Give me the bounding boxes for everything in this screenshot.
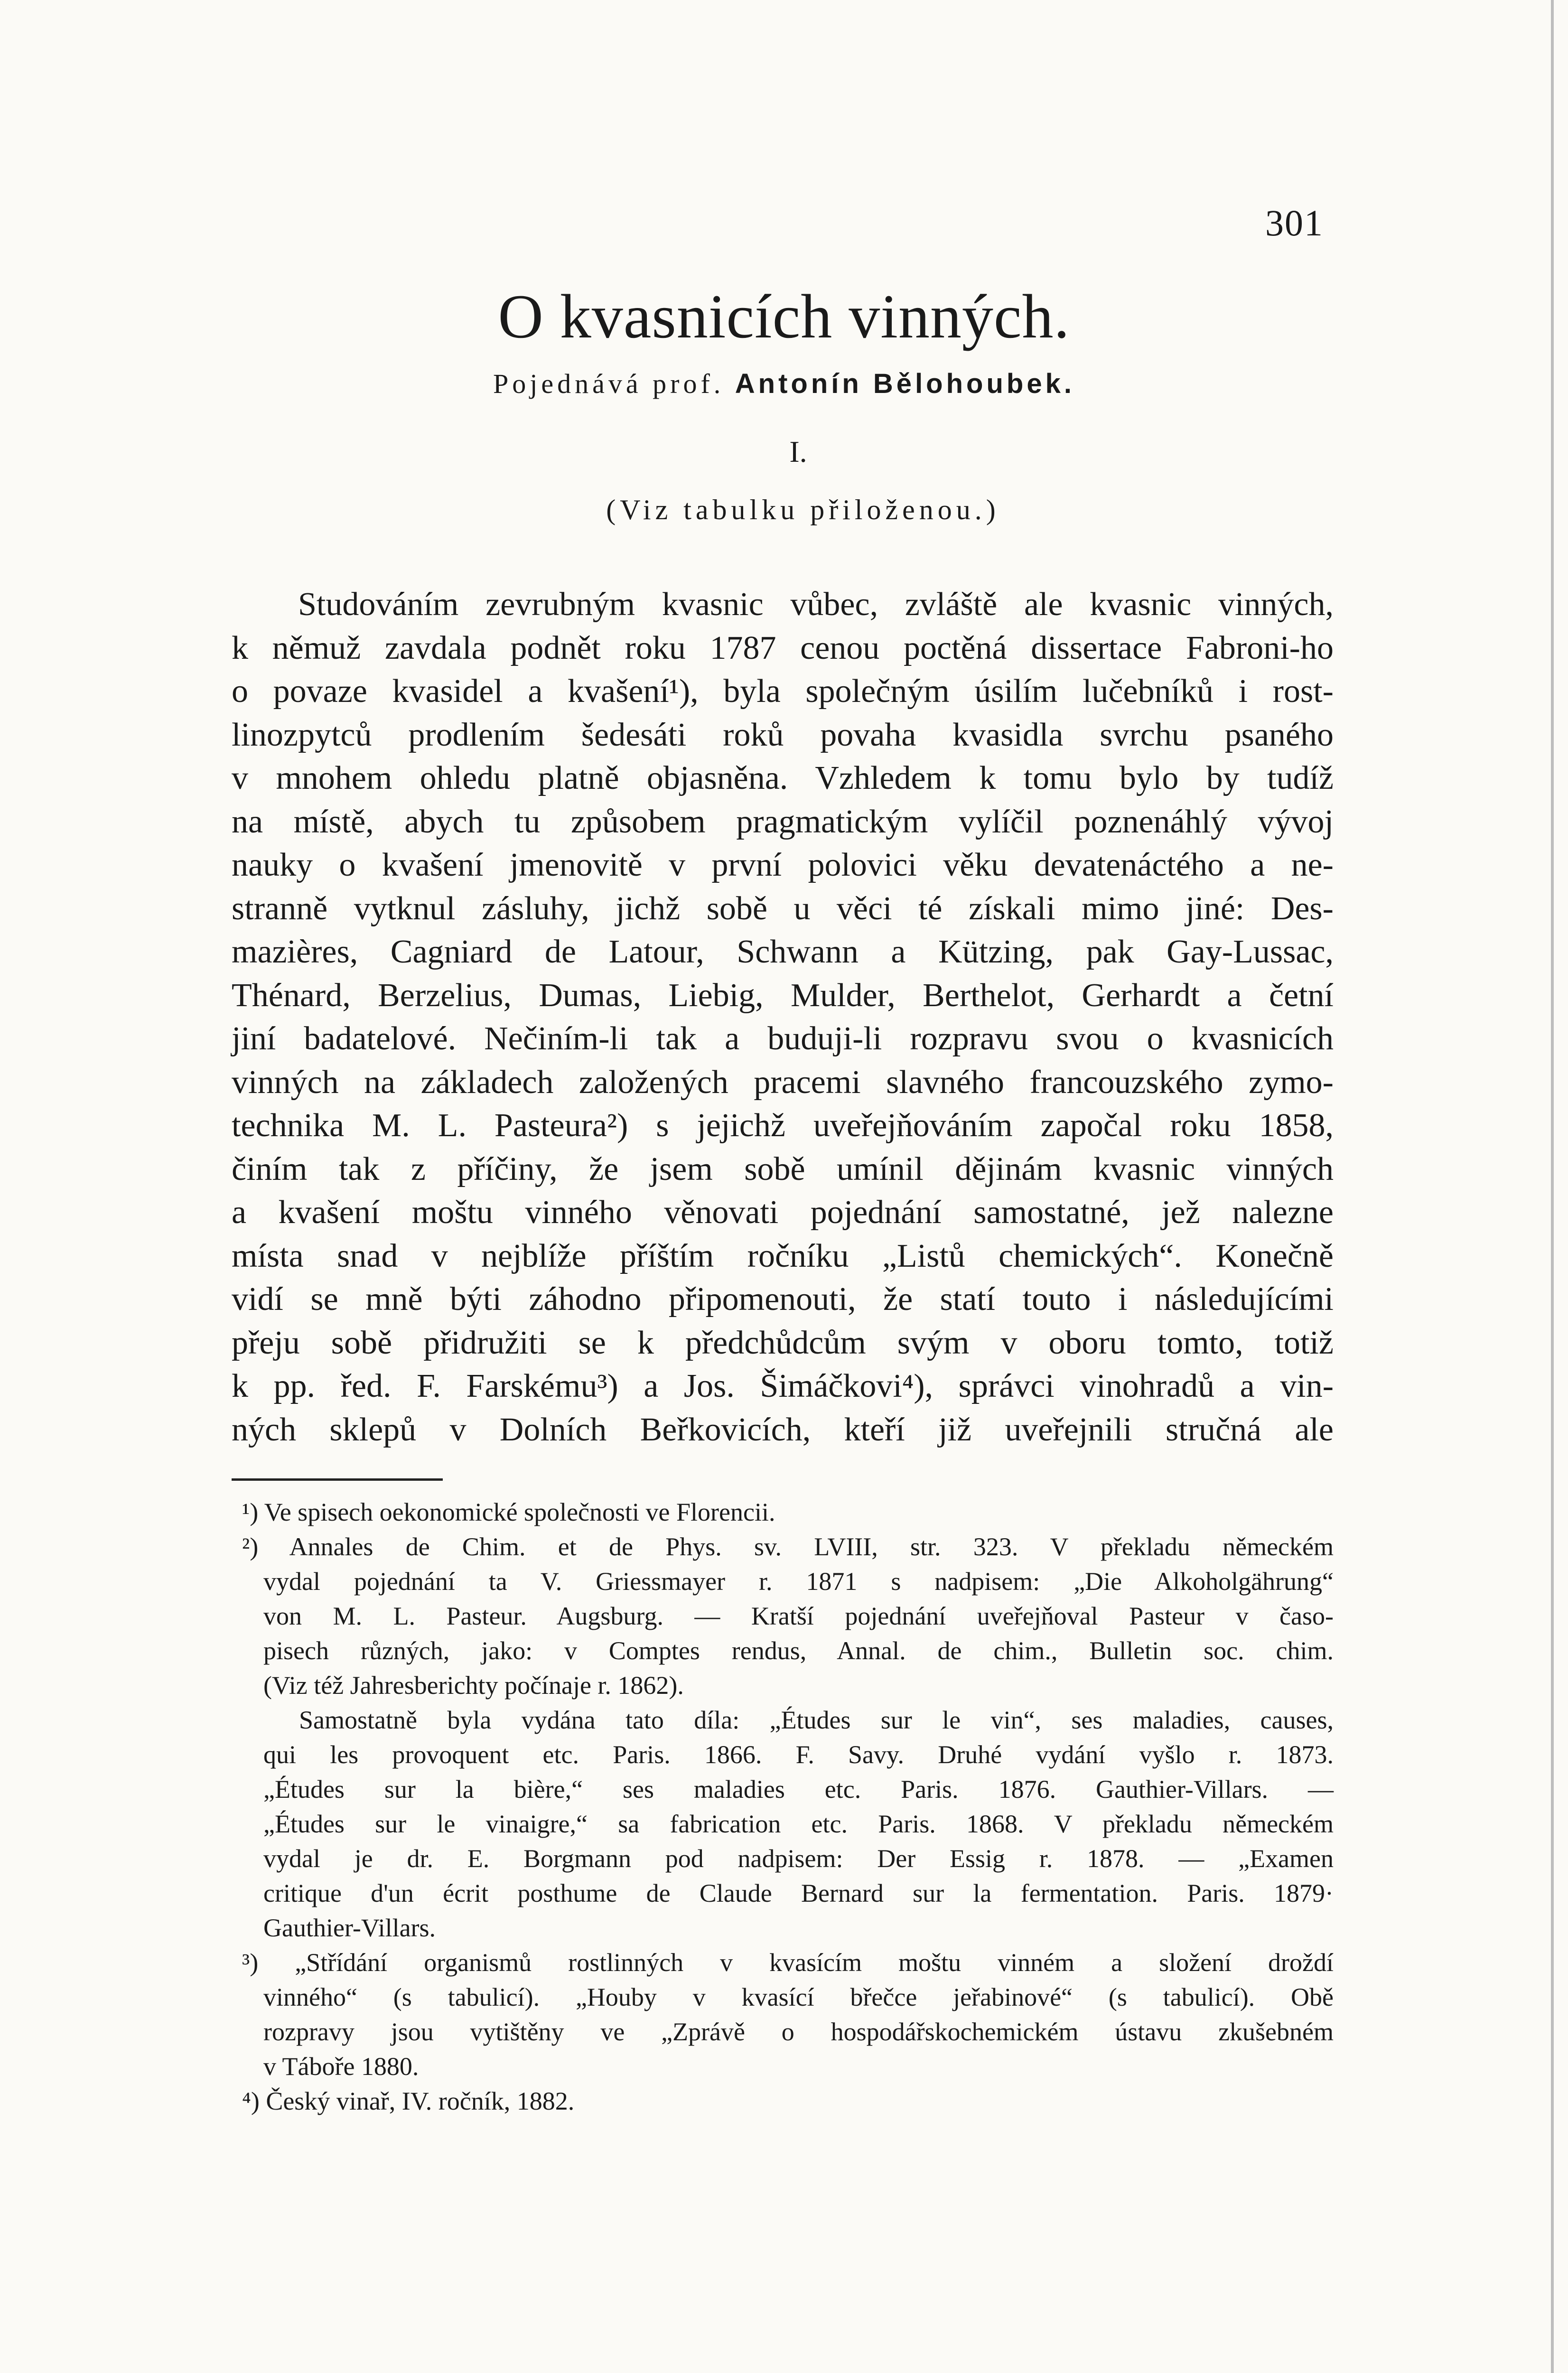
body-line: vidí se mně býti záhodno připomenouti, že statí touto i následujícími (232, 1281, 1334, 1317)
body-line: Thénard, Berzelius, Dumas, Liebig, Mulder, Berthelot, Gerhardt a četní (232, 977, 1334, 1014)
footnote-line: Gauthier-Villars. (263, 1914, 436, 1942)
footnote-line: von M. L. Pasteur. Augsburg. — Kratší pojednání uveřejňoval Pasteur v časo- (263, 1602, 1334, 1630)
footnote-marker: ¹) (242, 1498, 259, 1526)
footnote-1: ¹) Ve spisech oekonomické společnosti ve Florencii. (242, 1498, 775, 1526)
footnote-line: critique d'un écrit posthume de Claude Bernard sur la fermentation. Paris. 1879· (263, 1879, 1334, 1907)
footnote-divider (232, 1478, 443, 1481)
body-line: stranně vytknul zásluhy, jichž sobě u věci té získali mimo jiné: Des- (232, 890, 1334, 927)
footnote-line: v Táboře 1880. (263, 2052, 419, 2081)
body-line: přeju sobě přidružiti se k předchůdcům svým v oboru tomto, totiž (232, 1324, 1334, 1361)
footnote-marker: ⁴) (242, 2087, 260, 2115)
footnote-2: ²) Annales de Chim. et de Phys. sv. LVIII, str. 323. V překladu německém (242, 1532, 1334, 1561)
body-line: o povaze kvasidel a kvašení¹), byla společným úsilím lučebníků i rost- (232, 673, 1334, 710)
footnotes (242, 1495, 1334, 2119)
footnote-line: vinného“ (s tabulicí). „Houby v kvasící břečce jeřabinové“ (s tabulicí). Obě (263, 1983, 1334, 2011)
body-line: jiní badatelové. Nečiním-li tak a buduji-li rozpravu svou o kvasnicích (232, 1020, 1334, 1057)
body-line: činím tak z příčiny, že jsem sobě umínil dějinám kvasnic vinných (232, 1150, 1334, 1187)
body-line: ných sklepů v Dolních Beřkovicích, kteří již uveřejnili stručná ale (232, 1411, 1334, 1448)
body-line: v mnohem ohledu platně objasněna. Vzhledem k tomu bylo by tudíž (232, 760, 1334, 796)
byline (0, 368, 1568, 400)
body-line: nauky o kvašení jmenovitě v první polovici věku devatenáctého a ne- (232, 847, 1334, 883)
body-line: na místě, abych tu způsobem pragmatickým vylíčil poznenáhlý vývoj (232, 803, 1334, 840)
byline-prefix: Pojednává prof. (493, 368, 725, 399)
body-line: k němuž zavdala podnět roku 1787 cenou poctěná dissertace Fabroni-ho (232, 629, 1334, 666)
body-line: a kvašení moštu vinného věnovati pojednání samostatné, jež nalezne (232, 1194, 1334, 1231)
body-line: Studováním zevrubným kvasnic vůbec, zvláště ale kvasnic vinných, (298, 586, 1334, 623)
footnote-marker: ³) (242, 1948, 259, 1977)
body-line: mazières, Cagniard de Latour, Schwann a Kützing, pak Gay-Lussac, (232, 934, 1334, 970)
body-line: vinných na základech založených pracemi slavného francouzského zymo- (232, 1064, 1334, 1101)
footnote-line: qui les provoquent etc. Paris. 1866. F. Savy. Druhé vydání vyšlo r. 1873. (263, 1740, 1334, 1769)
footnote-marker: ²) (242, 1532, 259, 1561)
footnote-line: vydal pojednání ta V. Griessmayer r. 1871 s nadpisem: „Die Alkoholgährung“ (263, 1567, 1334, 1596)
page-number: 301 (1265, 202, 1324, 243)
section-number: I. (789, 435, 807, 468)
page-edge-shadow (1551, 0, 1554, 2373)
footnote-3: ³) „Střídání organismů rostlinných v kvasícím moštu vinném a složení droždí (242, 1948, 1334, 1977)
author-name: Antonín Bělohoubek. (735, 368, 1075, 399)
footnote-line: „Études sur la bière,“ ses maladies etc. Paris. 1876. Gauthier-Villars. — (263, 1775, 1334, 1803)
body-line: linozpytců prodlením šedesáti roků povaha kvasidla svrchu psaného (232, 716, 1334, 753)
footnote-line: „Études sur le vinaigre,“ sa fabrication etc. Paris. 1868. V překladu německém (263, 1810, 1334, 1838)
body-text (232, 583, 1334, 1451)
body-line: technika M. L. Pasteura²) s jejichž uveřejňováním započal roku 1858, (232, 1107, 1334, 1144)
footnote-4: ⁴) Český vinař, IV. ročník, 1882. (242, 2087, 575, 2115)
body-line: k pp. řed. F. Farskému³) a Jos. Šimáčkovi⁴), správci vinohradů a vin- (232, 1368, 1334, 1404)
footnote-line: Samostatně byla vydána tato díla: „Études sur le vin“, ses maladies, causes, (299, 1706, 1334, 1734)
footnote-line: (Viz též Jahresberichty počínaje r. 1862). (263, 1671, 684, 1700)
footnote-line: pisech různých, jako: v Comptes rendus, Annal. de chim., Bulletin soc. chim. (263, 1636, 1334, 1665)
footnote-line: rozpravy jsou vytištěny ve „Zprávě o hospodářskochemickém ústavu zkušebném (263, 2018, 1334, 2046)
footnote-line: vydal je dr. E. Borgmann pod nadpisem: Der Essig r. 1878. — „Examen (263, 1844, 1334, 1873)
body-line: místa snad v nejblíže příštím ročníku „Listů chemických“. Konečně (232, 1237, 1334, 1274)
table-note: (Viz tabulku přiloženou.) (606, 494, 1000, 525)
article-title: O kvasnicích vinných. (498, 281, 1070, 351)
